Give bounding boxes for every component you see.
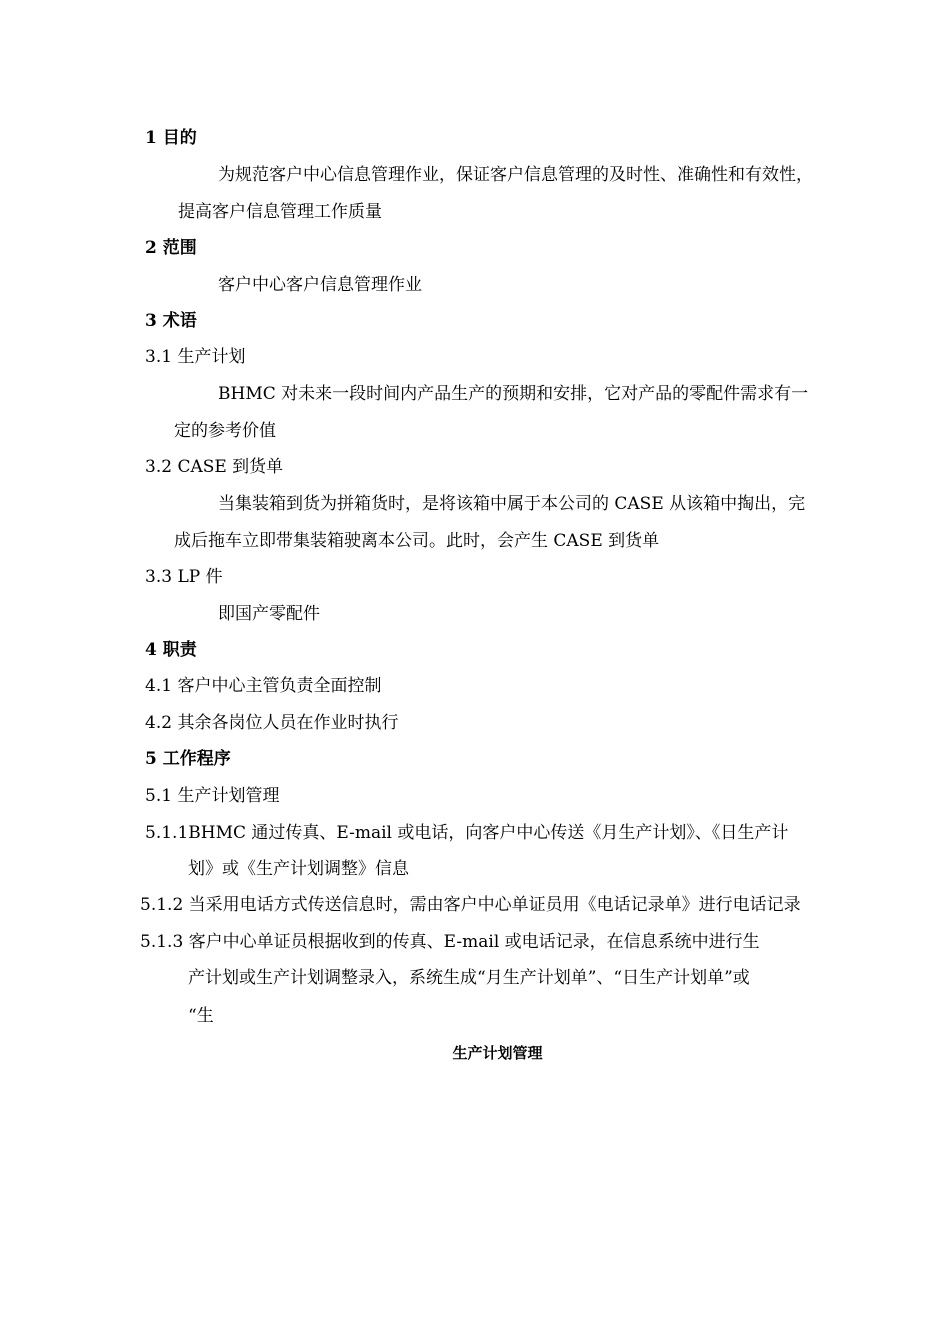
section-2-heading: 2 范围	[145, 238, 197, 258]
section-3-3-heading: 3.3 LP 件	[145, 567, 223, 587]
section-5-1-3-line-2: 产计划或生产计划调整录入，系统生成“月生产计划单”、“日生产计划单”或	[188, 968, 750, 988]
section-5-heading: 5 工作程序	[145, 749, 231, 769]
section-3-heading: 3 术语	[145, 311, 197, 331]
figure-caption: 生产计划管理	[452, 1044, 543, 1062]
section-5-1-3-line-3: “生	[188, 1006, 214, 1026]
section-5-1-2: 5.1.2 当采用电话方式传送信息时，需由客户中心单证员用《电话记录单》进行电话记录	[140, 895, 801, 915]
section-5-1-1-line-1: 5.1.1BHMC 通过传真、E-mail 或电话，向客户中心传送《月生产计划》、《日生产计	[145, 823, 789, 843]
section-5-1-1-line-2: 划》或《生产计划调整》信息	[188, 859, 409, 879]
section-3-1-heading: 3.1 生产计划	[145, 347, 246, 367]
section-2-body: 客户中心客户信息管理作业	[218, 275, 422, 295]
section-1-heading: 1 目的	[145, 128, 197, 148]
section-3-2-body-line-1: 当集装箱到货为拼箱货时，是将该箱中属于本公司的 CASE 从该箱中掏出，完	[218, 494, 806, 514]
section-1-body-line-2: 提高客户信息管理工作质量	[178, 202, 382, 222]
section-4-heading: 4 职责	[145, 640, 197, 660]
section-3-2-body-line-2: 成后拖车立即带集装箱驶离本公司。此时，会产生 CASE 到货单	[174, 531, 660, 551]
section-4-1: 4.1 客户中心主管负责全面控制	[145, 676, 382, 696]
section-3-2-heading: 3.2 CASE 到货单	[145, 457, 284, 477]
section-5-1-3-line-1: 5.1.3 客户中心单证员根据收到的传真、E-mail 或电话记录，在信息系统中进行生	[140, 932, 760, 952]
section-4-2: 4.2 其余各岗位人员在作业时执行	[145, 713, 399, 733]
section-1-body-line-1: 为规范客户中心信息管理作业，保证客户信息管理的及时性、准确性和有效性，	[218, 165, 813, 185]
section-3-1-body-line-1: BHMC 对未来一段时间内产品生产的预期和安排，它对产品的零配件需求有一	[218, 384, 809, 404]
section-3-3-body: 即国产零配件	[218, 604, 320, 624]
section-3-1-body-line-2: 定的参考价值	[174, 421, 276, 441]
section-5-1-heading: 5.1 生产计划管理	[145, 786, 280, 806]
